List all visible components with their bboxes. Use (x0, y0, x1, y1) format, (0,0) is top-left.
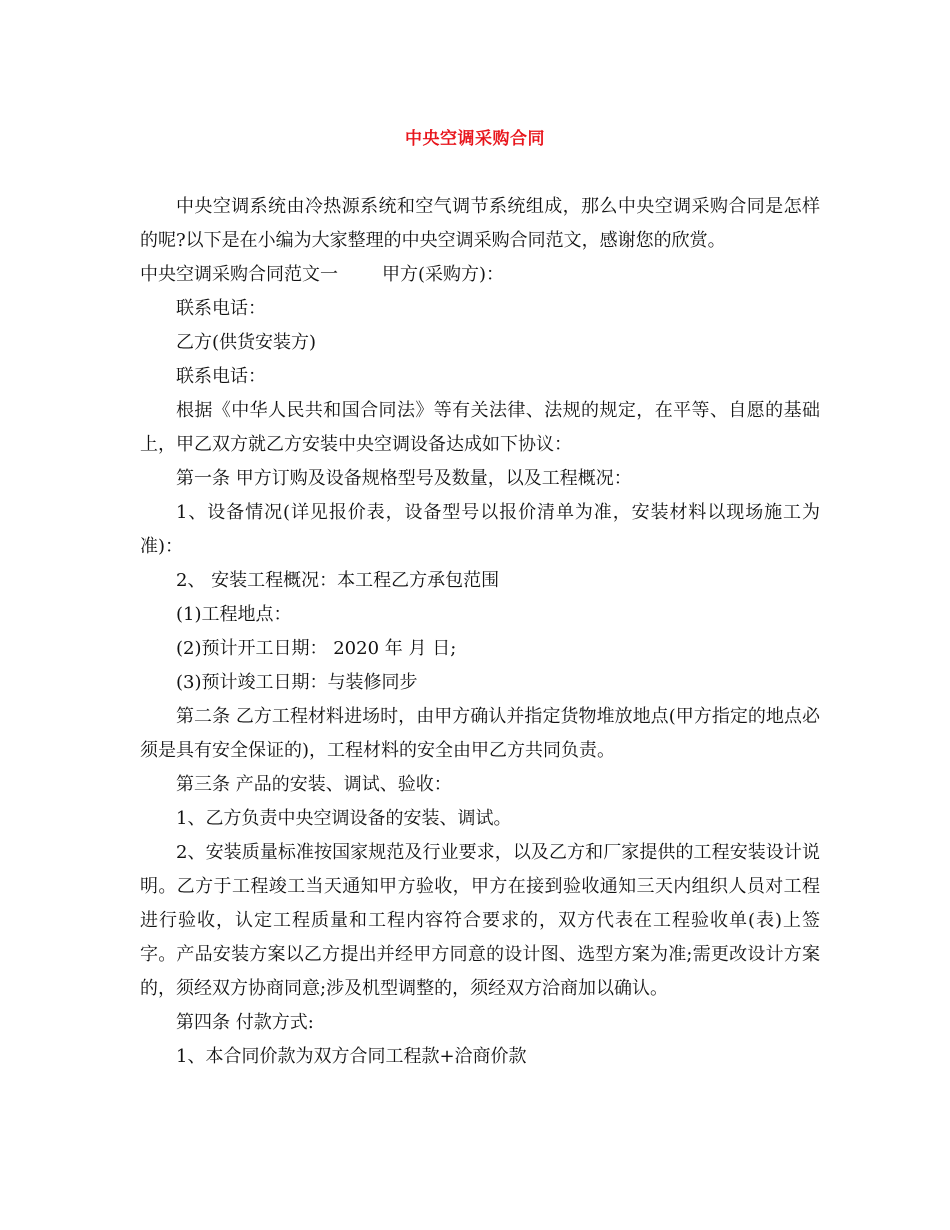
legal-basis-paragraph: 根据《中华人民共和国合同法》等有关法律、法规的规定，在平等、自愿的基础上，甲乙双方就乙方安装中央空调设备达成如下协议： (140, 400, 820, 455)
planned-completion-date: (3)预计竣工日期：与装修同步 (176, 672, 418, 693)
article-3-item-2: 2、安装质量标准按国家规范及行业要求，以及乙方和厂家提供的工程安装设计说明。乙方于工程竣工当天通知甲方验收，甲方在接到验收通知三天内组织人员对工程进行验收，认定工程质量和工程内容符合要求的，双方代表在工程验收单(表)上签字。产品安装方案以乙方提出并经甲方同意的设计图、选型方案为准;需更改设计方案的，须经双方协商同意;涉及机型调整的，须经双方洽商加以确认。 (140, 842, 820, 999)
planned-start-date: (2)预计开工日期： 2020 年 月 日; (176, 638, 457, 659)
sample-heading: 中央空调采购合同范文一 (140, 264, 338, 285)
article-1-heading: 第一条 甲方订购及设备规格型号及数量，以及工程概况： (176, 468, 632, 489)
party-a-label: 甲方(采购方)： (382, 264, 505, 285)
document-body (140, 190, 820, 1074)
article-1-item-2: 2、 安装工程概况：本工程乙方承包范围 (176, 570, 500, 591)
article-1-item-1: 1、设备情况(详见报价表，设备型号以报价清单为准，安装材料以现场施工为准)： (140, 502, 820, 557)
article-2-paragraph: 第二条 乙方工程材料进场时，由甲方确认并指定货物堆放地点(甲方指定的地点必须是具有安全保证的)，工程材料的安全由甲乙方共同负责。 (140, 706, 820, 761)
article-4-heading: 第四条 付款方式: (176, 1012, 314, 1033)
party-b-phone: 联系电话： (176, 366, 266, 387)
intro-paragraph: 中央空调系统由冷热源系统和空气调节系统组成，那么中央空调采购合同是怎样的呢?以下是在小编为大家整理的中央空调采购合同范文，感谢您的欣赏。 (140, 196, 820, 251)
sample-heading-line (140, 258, 820, 292)
party-b-label: 乙方(供货安装方) (176, 332, 317, 353)
document-title: 中央空调采购合同 (405, 129, 545, 149)
project-location: (1)工程地点： (176, 604, 292, 625)
article-3-heading: 第三条 产品的安装、调试、验收： (176, 774, 452, 795)
article-3-item-1: 1、乙方负责中央空调设备的安装、调试。 (176, 808, 512, 829)
party-a-phone: 联系电话： (176, 298, 266, 319)
article-4-item-1: 1、本合同价款为双方合同工程款+洽商价款 (176, 1046, 527, 1067)
